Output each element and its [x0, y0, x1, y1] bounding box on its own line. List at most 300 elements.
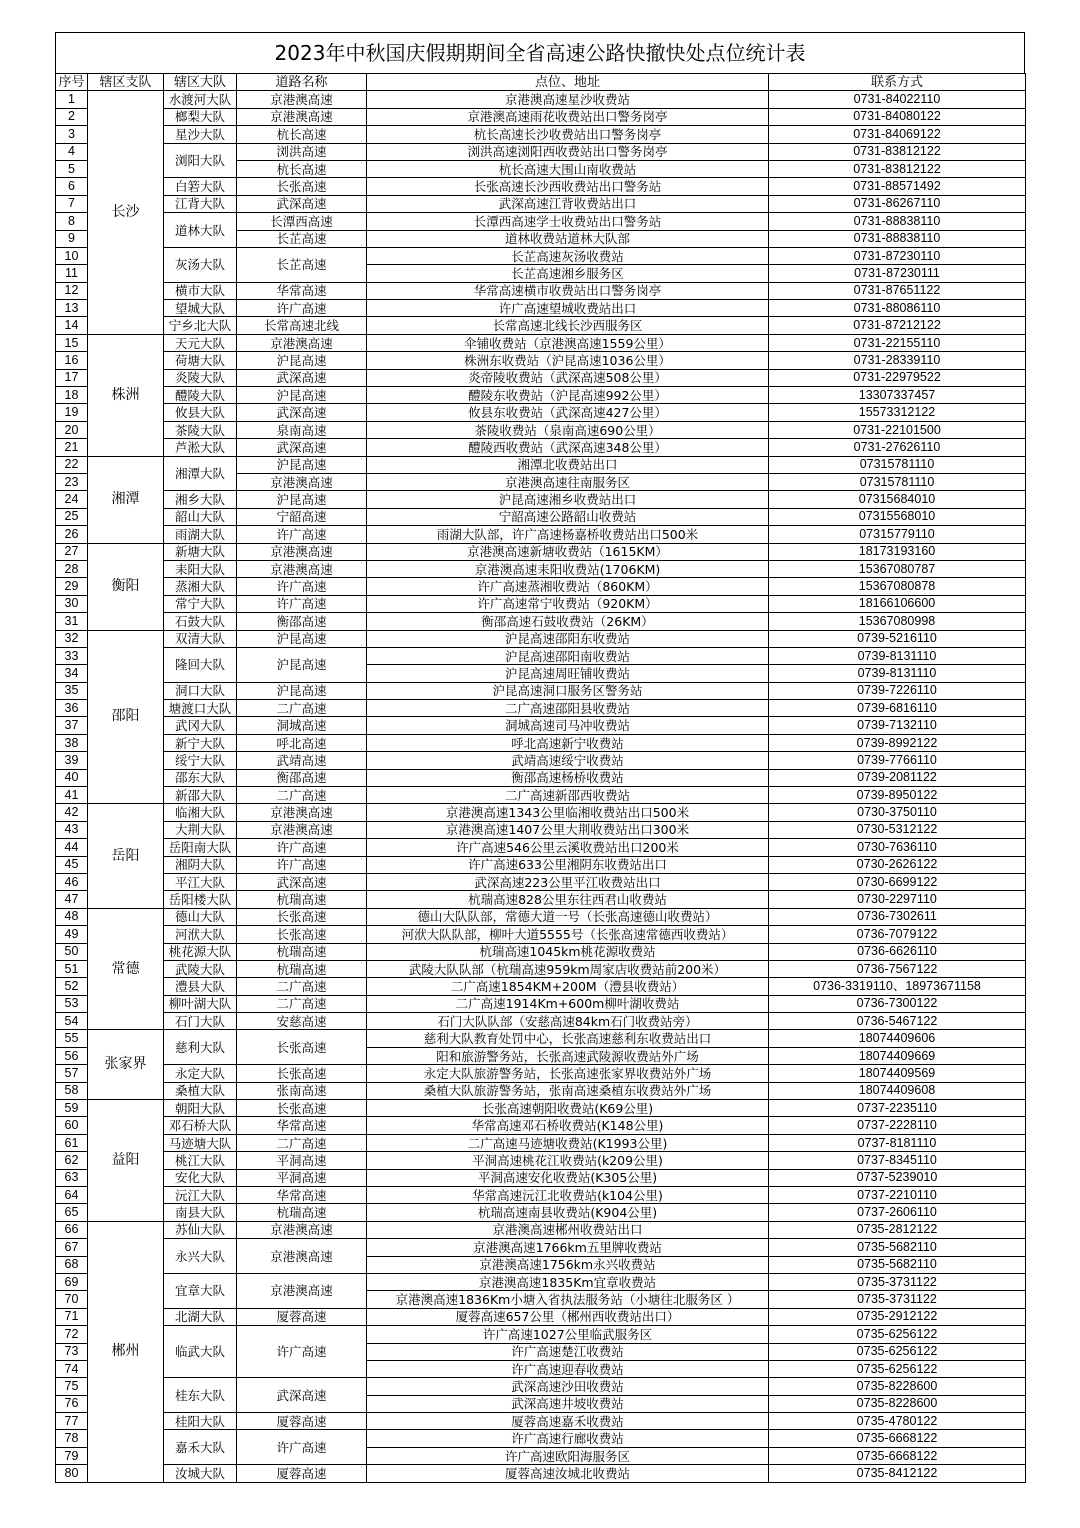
phone-cell: 0730-7636110	[769, 839, 1026, 856]
dadui-cell: 望城大队	[164, 300, 237, 317]
row-number: 71	[56, 1308, 88, 1325]
road-cell: 武深高速	[237, 439, 367, 456]
dadui-cell: 桂阳大队	[164, 1413, 237, 1430]
point-cell: 炎帝陵收费站（武深高速508公里）	[367, 369, 769, 386]
dadui-cell: 北湖大队	[164, 1308, 237, 1325]
phone-cell: 0735-3731122	[769, 1291, 1026, 1308]
road-cell: 许广高速	[237, 578, 367, 595]
row-number: 22	[56, 456, 88, 473]
road-cell: 沪昆高速	[237, 647, 367, 682]
phone-cell: 0739-2081122	[769, 769, 1026, 786]
phone-cell: 0739-7766110	[769, 752, 1026, 769]
table-row	[56, 908, 1026, 925]
row-number: 16	[56, 352, 88, 369]
table-row	[56, 821, 1026, 838]
table-row	[56, 1117, 1026, 1134]
phone-cell: 07315781110	[769, 456, 1026, 473]
dadui-cell: 江背大队	[164, 195, 237, 212]
dadui-cell: 浏阳大队	[164, 143, 237, 178]
road-cell: 长张高速	[237, 1065, 367, 1082]
road-cell: 厦蓉高速	[237, 1465, 367, 1482]
point-cell: 华常高速横市收费站出口警务岗亭	[367, 282, 769, 299]
header-dadui: 辖区大队	[164, 74, 237, 91]
phone-cell: 0735-3731122	[769, 1273, 1026, 1290]
point-cell: 京港澳高速新塘收费站（1615KM）	[367, 543, 769, 560]
dadui-cell: 湘乡大队	[164, 491, 237, 508]
road-cell: 华常高速	[237, 1117, 367, 1134]
dadui-cell: 星沙大队	[164, 126, 237, 143]
row-number: 2	[56, 108, 88, 125]
point-cell: 许广高速行廊收费站	[367, 1430, 769, 1447]
phone-cell: 0735-4780122	[769, 1413, 1026, 1430]
dadui-cell: 新邵大队	[164, 787, 237, 804]
dadui-cell: 湘潭大队	[164, 456, 237, 491]
row-number: 76	[56, 1395, 88, 1412]
point-cell: 厦蓉高速657公里（郴州西收费站出口）	[367, 1308, 769, 1325]
point-cell: 京港澳高速往南服务区	[367, 473, 769, 490]
point-cell: 湘潭北收费站出口	[367, 456, 769, 473]
row-number: 26	[56, 526, 88, 543]
table-row	[56, 526, 1026, 543]
dadui-cell: 耒阳大队	[164, 560, 237, 577]
phone-cell: 0739-8950122	[769, 787, 1026, 804]
row-number: 7	[56, 195, 88, 212]
phone-cell: 0737-2606110	[769, 1204, 1026, 1221]
road-cell: 京港澳高速	[237, 91, 367, 108]
row-number: 53	[56, 995, 88, 1012]
dadui-cell: 嘉禾大队	[164, 1430, 237, 1465]
row-number: 58	[56, 1082, 88, 1099]
row-number: 80	[56, 1465, 88, 1482]
row-number: 40	[56, 769, 88, 786]
row-number: 14	[56, 317, 88, 334]
road-cell: 泉南高速	[237, 421, 367, 438]
row-number: 12	[56, 282, 88, 299]
row-number: 10	[56, 247, 88, 264]
road-cell: 安慈高速	[237, 1013, 367, 1030]
road-cell: 沪昆高速	[237, 630, 367, 647]
phone-cell: 0731-86267110	[769, 195, 1026, 212]
dadui-cell: 桃江大队	[164, 1152, 237, 1169]
row-number: 49	[56, 926, 88, 943]
dadui-cell: 韶山大队	[164, 508, 237, 525]
dadui-cell: 德山大队	[164, 908, 237, 925]
road-cell: 京港澳高速	[237, 473, 367, 490]
road-cell: 沪昆高速	[237, 456, 367, 473]
road-cell: 洞城高速	[237, 717, 367, 734]
phone-cell: 0735-6256122	[769, 1326, 1026, 1343]
row-number: 50	[56, 943, 88, 960]
dadui-cell: 永定大队	[164, 1065, 237, 1082]
phone-cell: 07315779110	[769, 526, 1026, 543]
phone-cell: 0731-22101500	[769, 421, 1026, 438]
phone-cell: 0739-8131110	[769, 647, 1026, 664]
row-number: 77	[56, 1413, 88, 1430]
road-cell: 长芷高速	[237, 247, 367, 282]
table-row	[56, 769, 1026, 786]
point-cell: 攸县东收费站（武深高速427公里）	[367, 404, 769, 421]
point-cell: 雨湖大队部，许广高速杨嘉桥收费站出口500米	[367, 526, 769, 543]
dadui-cell: 邓石桥大队	[164, 1117, 237, 1134]
point-cell: 长芷高速湘乡服务区	[367, 265, 769, 282]
phone-cell: 0737-2210110	[769, 1187, 1026, 1204]
phone-cell: 0731-22979522	[769, 369, 1026, 386]
row-number: 29	[56, 578, 88, 595]
header-zhidui: 辖区支队	[88, 74, 164, 91]
point-cell: 沪昆高速周旺铺收费站	[367, 665, 769, 682]
phone-cell: 0731-84080122	[769, 108, 1026, 125]
point-cell: 京港澳高速郴州收费站出口	[367, 1221, 769, 1238]
dadui-cell: 绥宁大队	[164, 752, 237, 769]
phone-cell: 0731-88086110	[769, 300, 1026, 317]
phone-cell: 0731-87212122	[769, 317, 1026, 334]
phone-cell: 07315568010	[769, 508, 1026, 525]
table-row	[56, 178, 1026, 195]
row-number: 69	[56, 1273, 88, 1290]
dadui-cell: 常宁大队	[164, 595, 237, 612]
phone-cell: 0730-5312122	[769, 821, 1026, 838]
point-cell: 许广高速1027公里临武服务区	[367, 1326, 769, 1343]
point-cell: 沪昆高速湘乡收费站出口	[367, 491, 769, 508]
point-cell: 二广高速1914Km+600m柳叶湖收费站	[367, 995, 769, 1012]
table-row	[56, 891, 1026, 908]
row-number: 74	[56, 1360, 88, 1377]
phone-cell: 18074409606	[769, 1030, 1026, 1047]
phone-cell: 13307337457	[769, 387, 1026, 404]
row-number: 44	[56, 839, 88, 856]
row-number: 30	[56, 595, 88, 612]
dadui-cell: 榔梨大队	[164, 108, 237, 125]
table-body	[56, 91, 1026, 1482]
table-row	[56, 578, 1026, 595]
road-cell: 京港澳高速	[237, 804, 367, 821]
table-row	[56, 300, 1026, 317]
phone-cell: 0737-8345110	[769, 1152, 1026, 1169]
dadui-cell: 桑植大队	[164, 1082, 237, 1099]
road-cell: 衡邵高速	[237, 613, 367, 630]
dadui-cell: 马迹塘大队	[164, 1134, 237, 1151]
point-cell: 永定大队旅游警务站，长张高速张家界收费站外广场	[367, 1065, 769, 1082]
row-number: 68	[56, 1256, 88, 1273]
point-cell: 浏洪高速浏阳西收费站出口警务岗亭	[367, 143, 769, 160]
row-number: 25	[56, 508, 88, 525]
point-cell: 株洲东收费站（沪昆高速1036公里）	[367, 352, 769, 369]
table-row	[56, 647, 1026, 664]
point-cell: 京港澳高速1766km五里牌收费站	[367, 1239, 769, 1256]
row-number: 45	[56, 856, 88, 873]
table-row	[56, 613, 1026, 630]
row-number: 35	[56, 682, 88, 699]
row-number: 66	[56, 1221, 88, 1238]
dadui-cell: 双清大队	[164, 630, 237, 647]
point-cell: 杭瑞高速南县收费站(K904公里)	[367, 1204, 769, 1221]
header-row	[56, 74, 1026, 91]
road-cell: 宁韶高速	[237, 508, 367, 525]
row-number: 59	[56, 1100, 88, 1117]
header-phone: 联系方式	[769, 74, 1026, 91]
road-cell: 二广高速	[237, 978, 367, 995]
point-cell: 京港澳高速雨花收费站出口警务岗亭	[367, 108, 769, 125]
table-row	[56, 960, 1026, 977]
phone-cell: 15367080878	[769, 578, 1026, 595]
point-cell: 杭长高速长沙收费站出口警务岗亭	[367, 126, 769, 143]
table-row	[56, 978, 1026, 995]
dadui-cell: 荷塘大队	[164, 352, 237, 369]
phone-cell: 0735-6668122	[769, 1430, 1026, 1447]
dadui-cell: 武陵大队	[164, 960, 237, 977]
point-cell: 许广高速迎春收费站	[367, 1360, 769, 1377]
row-number: 62	[56, 1152, 88, 1169]
phone-cell: 0737-2228110	[769, 1117, 1026, 1134]
point-cell: 沪昆高速邵阳南收费站	[367, 647, 769, 664]
point-cell: 许广高速633公里湘阴东收费站出口	[367, 856, 769, 873]
table-row	[56, 1152, 1026, 1169]
road-cell: 武深高速	[237, 404, 367, 421]
point-cell: 长潭西高速学士收费站出口警务站	[367, 213, 769, 230]
table-row	[56, 439, 1026, 456]
dadui-cell: 武冈大队	[164, 717, 237, 734]
road-cell: 京港澳高速	[237, 1239, 367, 1274]
phone-cell: 0731-83812122	[769, 143, 1026, 160]
table-row	[56, 752, 1026, 769]
point-cell: 石门大队队部（安慈高速84km石门收费站旁）	[367, 1013, 769, 1030]
table-row	[56, 508, 1026, 525]
table-row	[56, 1465, 1026, 1482]
dadui-cell: 道林大队	[164, 213, 237, 248]
dadui-cell: 茶陵大队	[164, 421, 237, 438]
phone-cell: 15573312122	[769, 404, 1026, 421]
point-cell: 长芷高速灰汤收费站	[367, 247, 769, 264]
point-cell: 二广高速1854KM+200M（澧县收费站）	[367, 978, 769, 995]
table-row	[56, 1187, 1026, 1204]
dadui-cell: 隆回大队	[164, 647, 237, 682]
dadui-cell: 横市大队	[164, 282, 237, 299]
row-number: 56	[56, 1047, 88, 1064]
point-cell: 许广高速欧阳海服务区	[367, 1447, 769, 1464]
table-row	[56, 839, 1026, 856]
point-cell: 道林收费站道林大队部	[367, 230, 769, 247]
point-cell: 茶陵收费站（泉南高速690公里）	[367, 421, 769, 438]
table-row	[56, 456, 1026, 473]
road-cell: 平洞高速	[237, 1169, 367, 1186]
phone-cell: 15367080998	[769, 613, 1026, 630]
table-row	[56, 1100, 1026, 1117]
phone-cell: 18173193160	[769, 543, 1026, 560]
phone-cell: 0730-3750110	[769, 804, 1026, 821]
table-row	[56, 282, 1026, 299]
table-row	[56, 1239, 1026, 1256]
phone-cell: 0736-3319110、18973671158	[769, 978, 1026, 995]
dadui-cell: 临武大队	[164, 1326, 237, 1378]
road-cell: 武深高速	[237, 195, 367, 212]
point-cell: 二广高速新邵西收费站	[367, 787, 769, 804]
row-number: 75	[56, 1378, 88, 1395]
phone-cell: 0731-87230110	[769, 247, 1026, 264]
table-row	[56, 995, 1026, 1012]
table-row	[56, 630, 1026, 647]
table-row	[56, 491, 1026, 508]
table-row	[56, 1413, 1026, 1430]
point-cell: 长张高速朝阳收费站(K69公里)	[367, 1100, 769, 1117]
zhidui-cell: 张家界	[88, 1030, 164, 1100]
row-number: 32	[56, 630, 88, 647]
table-row	[56, 1430, 1026, 1447]
row-number: 67	[56, 1239, 88, 1256]
road-cell: 许广高速	[237, 1430, 367, 1465]
road-cell: 杭瑞高速	[237, 891, 367, 908]
road-cell: 许广高速	[237, 300, 367, 317]
phone-cell: 0737-2235110	[769, 1100, 1026, 1117]
road-cell: 许广高速	[237, 526, 367, 543]
phone-cell: 0730-2297110	[769, 891, 1026, 908]
row-number: 57	[56, 1065, 88, 1082]
table-row	[56, 387, 1026, 404]
row-number: 61	[56, 1134, 88, 1151]
road-cell: 京港澳高速	[237, 108, 367, 125]
point-cell: 杭瑞高速828公里东往西君山收费站	[367, 891, 769, 908]
row-number: 3	[56, 126, 88, 143]
zhidui-cell: 常德	[88, 908, 164, 1030]
phone-cell: 0739-8131110	[769, 665, 1026, 682]
phone-cell: 0731-27626110	[769, 439, 1026, 456]
row-number: 6	[56, 178, 88, 195]
phone-cell: 0736-7079122	[769, 926, 1026, 943]
phone-cell: 0736-5467122	[769, 1013, 1026, 1030]
phone-cell: 0739-6816110	[769, 700, 1026, 717]
road-cell: 京港澳高速	[237, 560, 367, 577]
road-cell: 沪昆高速	[237, 491, 367, 508]
point-cell: 德山大队队部，常德大道一号（长张高速德山收费站）	[367, 908, 769, 925]
table-row	[56, 734, 1026, 751]
row-number: 47	[56, 891, 88, 908]
phone-cell: 0731-87230111	[769, 265, 1026, 282]
phone-cell: 0735-5682110	[769, 1256, 1026, 1273]
road-cell: 二广高速	[237, 787, 367, 804]
table-row	[56, 317, 1026, 334]
zhidui-cell: 益阳	[88, 1100, 164, 1222]
table-row	[56, 1013, 1026, 1030]
data-table	[55, 73, 1026, 1483]
phone-cell: 0731-22155110	[769, 334, 1026, 351]
row-number: 65	[56, 1204, 88, 1221]
phone-cell: 0731-88571492	[769, 178, 1026, 195]
table-row	[56, 717, 1026, 734]
point-cell: 河洑大队队部，柳叶大道5555号（长张高速常德西收费站）	[367, 926, 769, 943]
dadui-cell: 醴陵大队	[164, 387, 237, 404]
point-cell: 京港澳高速1343公里临湘收费站出口500米	[367, 804, 769, 821]
statistics-sheet	[55, 32, 1025, 1483]
dadui-cell: 澧县大队	[164, 978, 237, 995]
dadui-cell: 大荆大队	[164, 821, 237, 838]
point-cell: 许广高速楚江收费站	[367, 1343, 769, 1360]
zhidui-cell: 湘潭	[88, 456, 164, 543]
phone-cell: 0735-6668122	[769, 1447, 1026, 1464]
point-cell: 厦蓉高速嘉禾收费站	[367, 1413, 769, 1430]
point-cell: 京港澳高速1835Km宜章收费站	[367, 1273, 769, 1290]
row-number: 42	[56, 804, 88, 821]
road-cell: 许广高速	[237, 856, 367, 873]
row-number: 60	[56, 1117, 88, 1134]
row-number: 37	[56, 717, 88, 734]
phone-cell: 0731-84069122	[769, 126, 1026, 143]
zhidui-cell: 邵阳	[88, 630, 164, 804]
phone-cell: 15367080787	[769, 560, 1026, 577]
row-number: 15	[56, 334, 88, 351]
point-cell: 衡邵高速石鼓收费站（26KM）	[367, 613, 769, 630]
table-row	[56, 682, 1026, 699]
header-road: 道路名称	[237, 74, 367, 91]
phone-cell: 0735-8412122	[769, 1465, 1026, 1482]
road-cell: 衡邵高速	[237, 769, 367, 786]
point-cell: 京港澳高速1756km永兴收费站	[367, 1256, 769, 1273]
dadui-cell: 雨湖大队	[164, 526, 237, 543]
road-cell: 许广高速	[237, 839, 367, 856]
zhidui-cell: 岳阳	[88, 804, 164, 908]
road-cell: 长张高速	[237, 1100, 367, 1117]
table-row	[56, 595, 1026, 612]
road-cell: 二广高速	[237, 1134, 367, 1151]
phone-cell: 07315781110	[769, 473, 1026, 490]
road-cell: 长张高速	[237, 1030, 367, 1065]
phone-cell: 0735-2812122	[769, 1221, 1026, 1238]
phone-cell: 0735-2912122	[769, 1308, 1026, 1325]
dadui-cell: 塘渡口大队	[164, 700, 237, 717]
table-row	[56, 543, 1026, 560]
dadui-cell: 湘阴大队	[164, 856, 237, 873]
dadui-cell: 天元大队	[164, 334, 237, 351]
point-cell: 武深高速223公里平江收费站出口	[367, 873, 769, 890]
row-number: 52	[56, 978, 88, 995]
table-row	[56, 1221, 1026, 1238]
point-cell: 杭瑞高速1045km桃花源收费站	[367, 943, 769, 960]
table-row	[56, 247, 1026, 264]
point-cell: 武靖高速绥宁收费站	[367, 752, 769, 769]
phone-cell: 18166106600	[769, 595, 1026, 612]
table-row	[56, 1134, 1026, 1151]
phone-cell: 0735-6256122	[769, 1343, 1026, 1360]
table-row	[56, 1030, 1026, 1047]
table-row	[56, 1308, 1026, 1325]
phone-cell: 0731-87651122	[769, 282, 1026, 299]
dadui-cell: 新塘大队	[164, 543, 237, 560]
row-number: 63	[56, 1169, 88, 1186]
row-number: 70	[56, 1291, 88, 1308]
road-cell: 武深高速	[237, 1378, 367, 1413]
table-row	[56, 195, 1026, 212]
table-row	[56, 126, 1026, 143]
point-cell: 衡邵高速杨桥收费站	[367, 769, 769, 786]
table-row	[56, 1326, 1026, 1343]
point-cell: 二广高速邵阳县收费站	[367, 700, 769, 717]
row-number: 11	[56, 265, 88, 282]
dadui-cell: 水渡河大队	[164, 91, 237, 108]
table-row	[56, 1273, 1026, 1290]
road-cell: 长芷高速	[237, 230, 367, 247]
row-number: 31	[56, 613, 88, 630]
point-cell: 平洞高速安化收费站(K305公里)	[367, 1169, 769, 1186]
row-number: 13	[56, 300, 88, 317]
table-row	[56, 856, 1026, 873]
point-cell: 武陵大队队部（杭瑞高速959km周家店收费站前200米）	[367, 960, 769, 977]
point-cell: 许广高速常宁收费站（920KM）	[367, 595, 769, 612]
dadui-cell: 永兴大队	[164, 1239, 237, 1274]
dadui-cell: 白箬大队	[164, 178, 237, 195]
row-number: 9	[56, 230, 88, 247]
row-number: 43	[56, 821, 88, 838]
road-cell: 杭长高速	[237, 126, 367, 143]
dadui-cell: 炎陵大队	[164, 369, 237, 386]
point-cell: 长张高速长沙西收费站出口警务站	[367, 178, 769, 195]
